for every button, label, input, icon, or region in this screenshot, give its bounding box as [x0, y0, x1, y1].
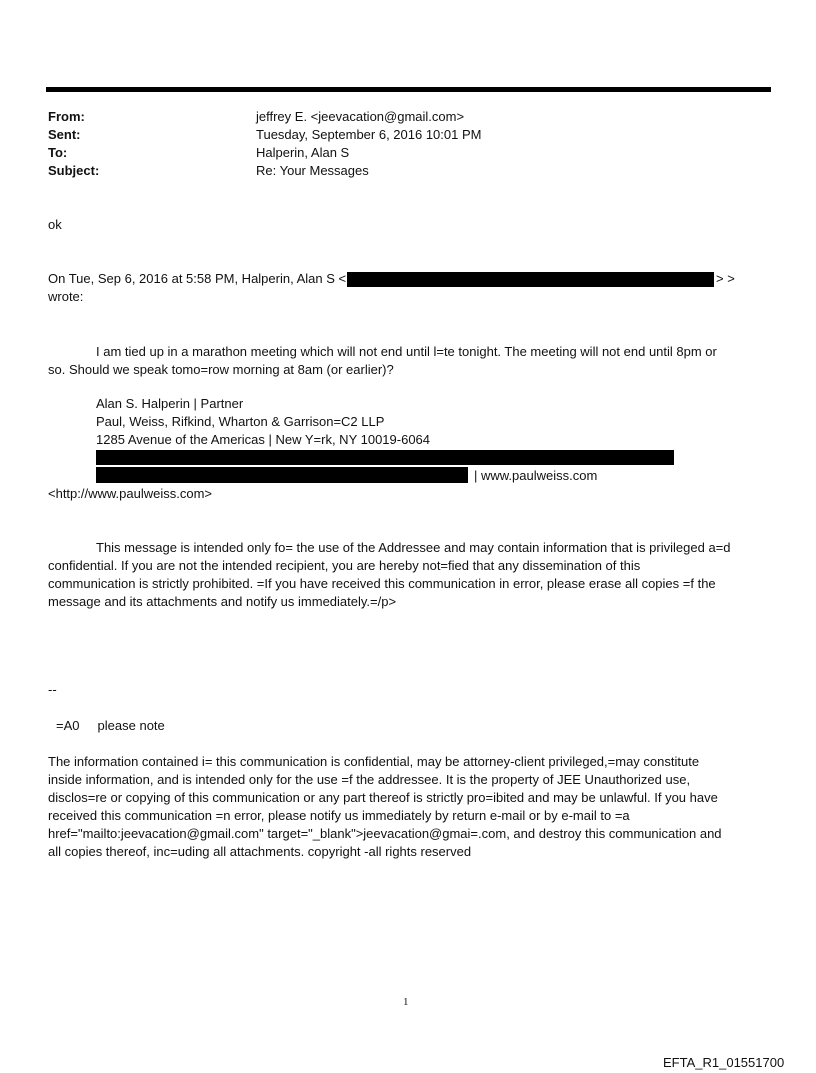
header-rule: [46, 87, 771, 92]
redaction-bar: [96, 467, 468, 483]
page-number: 1: [403, 996, 409, 1008]
signature-address: 1285 Avenue of the Americas | New Y=rk, NY 10019-6064: [96, 432, 431, 447]
note-text: =A0 please note: [56, 718, 165, 733]
disclaimer2-line-5: href="mailto:jeevacation@gmail.com" target="_blank">jeevacation@gmai=.com, and destroy this communication and: [48, 826, 722, 841]
separator: --: [48, 682, 57, 697]
disclaimer2-line-2: inside information, and is intended only for the use =f the addressee. It is the property of JEE Unauthorized use,: [48, 772, 691, 787]
disclaimer2-line-6: all copies thereof, inc=uding all attachments. copyright -all rights reserved: [48, 844, 472, 859]
signature-firm: Paul, Weiss, Rifkind, Wharton & Garrison=C2 LLP: [96, 414, 385, 429]
disclaimer2-line-4: received this communication =n error, please notify us immediately by return e-mail or by e-mail to =a: [48, 808, 630, 823]
quoted-body-line-2: so. Should we speak tomo=row morning at 8am (or earlier)?: [48, 362, 394, 377]
subject-label: Subject:: [48, 163, 100, 178]
quote-intro-suffix: > >: [716, 271, 735, 286]
sent-label: Sent:: [48, 127, 81, 142]
from-value: jeffrey E. <jeevacation@gmail.com>: [256, 109, 465, 124]
disclaimer1-line-4: message and its attachments and notify us immediately.=/p>: [48, 594, 397, 609]
disclaimer1-line-1: This message is intended only fo= the use of the Addressee and may contain information that is privileged a=d: [96, 540, 731, 555]
reply-text: ok: [48, 217, 62, 232]
signature-web: | www.paulweiss.com: [474, 468, 598, 483]
from-label: From:: [48, 109, 85, 124]
to-label: To:: [48, 145, 68, 160]
quote-intro-prefix: On Tue, Sep 6, 2016 at 5:58 PM, Halperin, Alan S <: [48, 271, 347, 286]
disclaimer2-line-1: The information contained i= this communication is confidential, may be attorney-client privileged,=may constitute: [48, 754, 700, 769]
quote-intro-wrote: wrote:: [48, 289, 84, 304]
signature-name: Alan S. Halperin | Partner: [96, 396, 244, 411]
signature-web-link[interactable]: <http://www.paulweiss.com>: [48, 486, 213, 501]
to-value: Halperin, Alan S: [256, 145, 350, 160]
quoted-body-line-1: I am tied up in a marathon meeting which will not end until l=te tonight. The meeting will not end until 8pm or: [96, 344, 717, 359]
redaction-bar: [96, 450, 674, 465]
subject-value: Re: Your Messages: [256, 163, 369, 178]
disclaimer2-line-3: disclos=re or copying of this communication or any part thereof is strictly pro=ibited and may be unlawful. If you have: [48, 790, 718, 805]
redaction-bar: [347, 272, 714, 287]
sent-value: Tuesday, September 6, 2016 10:01 PM: [256, 127, 482, 142]
disclaimer1-line-3: communication is strictly prohibited. =If you have received this communication in error, please erase all copies =f the: [48, 576, 716, 591]
document-id: EFTA_R1_01551700: [663, 1055, 785, 1070]
disclaimer1-line-2: confidential. If you are not the intended recipient, you are hereby not=fied that any dissemination of this: [48, 558, 641, 573]
